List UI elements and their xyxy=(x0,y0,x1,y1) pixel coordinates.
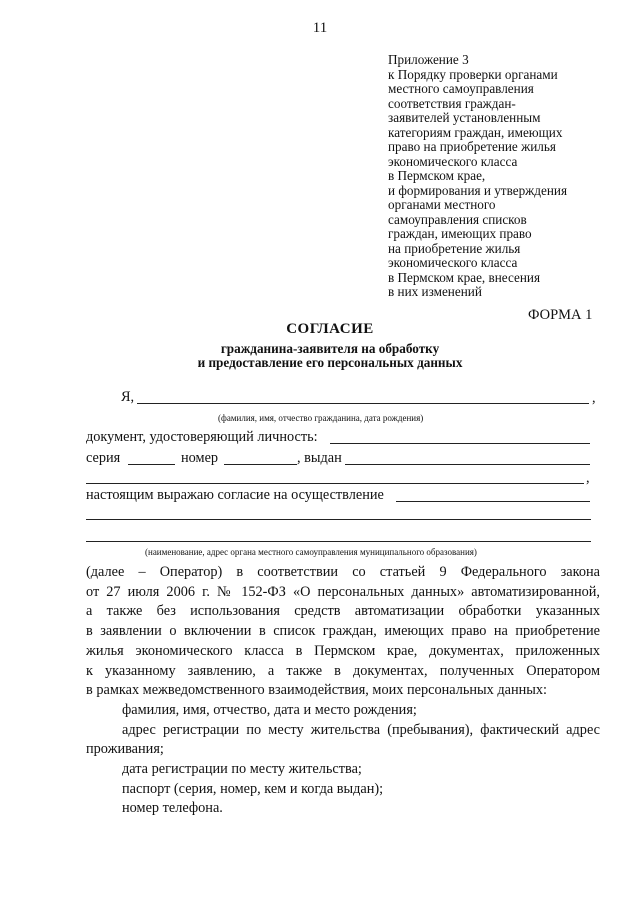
continuation-line-comma: , xyxy=(586,470,590,486)
body-line: от 27 июля 2006 г. № 152-ФЗ «О персональных данных» автоматизированной, xyxy=(86,583,600,600)
series-blank-line[interactable] xyxy=(128,464,175,465)
i-prefix: Я, xyxy=(121,389,135,405)
appendix-block xyxy=(388,53,567,300)
list-item: паспорт (серия, номер, кем и когда выдан); xyxy=(122,780,384,797)
appendix-line: и формирования и утверждения xyxy=(388,182,568,198)
body-line: а также без использования средств автоматизации обработки указанных xyxy=(86,603,600,620)
appendix-line: заявителей установленным xyxy=(388,110,541,125)
document-label: документ, удостоверяющий личность: xyxy=(86,429,318,445)
appendix-line: на приобретение жилья xyxy=(388,240,521,256)
list-item-continuation: проживания; xyxy=(86,741,164,758)
list-item: фамилия, имя, отчество, дата и место рождения; xyxy=(122,701,417,718)
appendix-line: экономического класса xyxy=(388,153,518,169)
body-line: к указанному заявлению, а также в документах, полученных Оператором xyxy=(86,662,600,679)
name-blank-line[interactable] xyxy=(137,403,589,404)
appendix-line: самоуправления списков xyxy=(388,211,527,227)
list-item: номер телефона. xyxy=(122,800,223,817)
org-blank-line-1[interactable] xyxy=(86,519,591,520)
document-blank-line[interactable] xyxy=(330,443,590,444)
body-line: в рамках межведомственного взаимодействия, моих персональных данных: xyxy=(86,682,548,699)
appendix-line: местного самоуправления xyxy=(388,81,534,96)
appendix-line: в них изменений xyxy=(388,284,482,299)
consent-body xyxy=(86,563,600,819)
list-item: адрес регистрации по месту жительства (пребывания), фактический адрес xyxy=(122,721,600,738)
number-blank-line[interactable] xyxy=(224,464,297,465)
appendix-line: Приложение 3 xyxy=(388,52,469,67)
issued-label: , выдан xyxy=(297,450,342,466)
appendix-line: органами местного xyxy=(388,197,496,212)
appendix-line: к Порядку проверки органами xyxy=(388,66,558,82)
name-caption: (фамилия, имя, отчество гражданина, дата рождения) xyxy=(218,413,424,423)
body-line: (далее – Оператор) в соответствии со статьей 9 Федерального закона xyxy=(86,564,600,580)
appendix-line: граждан, имеющих право xyxy=(388,226,532,241)
appendix-line: в Пермском крае, внесения xyxy=(388,269,541,285)
appendix-line: категориям граждан, имеющих xyxy=(388,124,563,140)
document-title: СОГЛАСИЕ xyxy=(286,321,374,337)
appendix-line: право на приобретение жилья xyxy=(388,139,556,154)
appendix-line: в Пермском крае, xyxy=(388,168,486,183)
page-number: 11 xyxy=(312,20,328,36)
body-line: в заявлении о включении в список граждан, имеющих право на приобретение xyxy=(86,623,600,640)
consent-blank-line[interactable] xyxy=(396,501,590,502)
document-subtitle-line1: гражданина-заявителя на обработку xyxy=(220,341,440,356)
issued-continuation-line[interactable] xyxy=(86,483,584,484)
appendix-line: экономического класса xyxy=(388,255,518,270)
issued-blank-line[interactable] xyxy=(345,464,590,465)
number-label: номер xyxy=(181,450,219,466)
name-line-comma: , xyxy=(592,390,596,406)
appendix-line: соответствия граждан- xyxy=(388,95,516,111)
document-subtitle-line2: и предоставление его персональных данных xyxy=(197,355,463,370)
consent-label: настоящим выражаю согласие на осуществление xyxy=(86,487,384,503)
series-label: серия xyxy=(86,450,121,466)
org-caption: (наименование, адрес органа местного самоуправления муниципального образования) xyxy=(145,547,477,557)
body-line: жилья экономического класса в Пермском крае, документах, приложенных xyxy=(86,642,600,659)
org-blank-line-2[interactable] xyxy=(86,541,591,542)
list-item: дата регистрации по месту жительства; xyxy=(122,761,362,778)
form-label: ФОРМА 1 xyxy=(528,307,593,323)
